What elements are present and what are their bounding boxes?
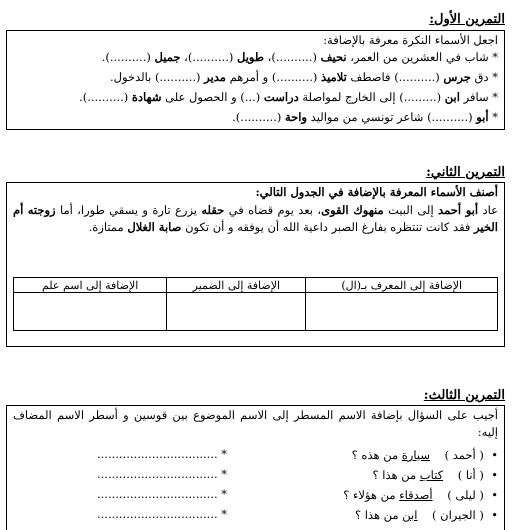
ex3-box [6,405,505,530]
ex2-instruction: أصنف الأسماء المعرفة بالإضافة في الجدول التالي: [255,185,498,199]
ex3-item-3: • ( ليلى ) أصدقاء من هؤلاء ؟ [343,488,498,502]
ex2-paragraph: عاد أبو أحمد إلى البيت منهوك القوى، بعد يوم قضاه في حقله يزرع تارة و يسقي طورا، أما زوجته أم الخير فقد كانت تنتظره بفارغ الصبر داعية الله أن يوفقه و أن تكون صابة الغلال ممتازة. [13,203,498,234]
ex3-item-4: • ( الجيران ) ابن من هذا ؟ [354,508,498,522]
table-cell-al[interactable] [306,293,498,331]
table-cell-pronoun[interactable] [167,293,306,331]
ex2-title: التمرين الثاني: [426,165,505,180]
ex1-line-4: * أبو (..........) شاعر تونسي من مواليد واحة (..........). [232,110,498,124]
ex3-title: التمرين الثالث: [423,388,505,403]
ex1-line-1: * شاب في العشرين من العمر، نحيف (..........)، طويل (..........)، جميل (..........). [101,50,498,64]
ex3-answer-2[interactable]: * ................................. [97,467,228,481]
ex1-line-3: * سافر ابن (.........) إلى الخارج لمواصلة دراست (...) و الحصول على شهادة (..........). [79,90,498,104]
ex2-box [6,182,505,347]
table-header-al: الإضافة إلى المعرف بـ(ال) [306,278,498,293]
classification-table [13,277,498,331]
ex1-box [6,30,505,130]
ex1-instruction: اجعل الأسماء النكرة معرفة بالإضافة: [323,33,498,47]
ex3-item-1: • ( أحمد ) سيارة من هذه ؟ [351,448,498,462]
ex1-title: التمرين الأول: [429,12,505,27]
ex3-answer-3[interactable]: * ................................. [97,487,228,501]
table-header-proper-noun: الإضافة إلى اسم علم [14,278,167,293]
ex1-line-2: * دق جرس (..........) فاصطف تلاميذ (..........) و أمرهم مدير (..........) بالدخول. [110,70,498,84]
ex3-instruction: أجيب على السؤال بإضافة الاسم المسطر إلى الاسم الموضوع بين قوسين و أسطر الاسم المضاف إليه: [13,408,498,439]
ex3-item-2: • ( أنا ) كتاب من هذا ؟ [372,468,498,482]
ex3-answer-1[interactable]: * ................................. [97,447,228,461]
table-header-pronoun: الإضافة إلى الضمير [167,278,306,293]
ex3-answer-4[interactable]: * ................................. [97,507,228,521]
table-cell-proper-noun[interactable] [14,293,167,331]
